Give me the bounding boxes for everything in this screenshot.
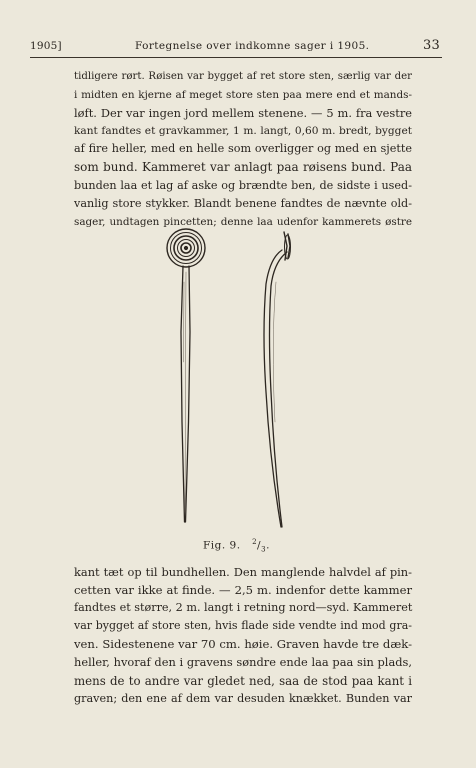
pin-side-view	[264, 232, 291, 527]
figure-caption: Fig. 9. $^2/_3$.	[203, 538, 270, 554]
text-line: ven. Sidestenene var 70 cm. høie. Graven havde tre dæk-	[74, 637, 412, 652]
running-title: Fortegnelse over indkomne sager i 1905.	[135, 40, 370, 52]
text-line: heller, hvoraf den i gravens søndre ende laa paa sin plads,	[74, 655, 412, 670]
pin-shaft-front	[181, 266, 190, 522]
text-line: vanlig store stykker. Blandt benene fandtes de nævnte old-	[74, 196, 412, 210]
text-line: kant fandtes et gravkammer, 1 m. langt, 0,60 m. bredt, bygget	[74, 125, 412, 138]
header-year: 1905]	[30, 40, 62, 52]
pin-figure	[150, 222, 320, 542]
text-line: bunden laa et lag af aske og brændte ben, de sidste i used-	[74, 178, 412, 192]
scale-denominator: 3	[261, 545, 267, 554]
text-line: løft. Der var ingen jord mellem stenene. — 5 m. fra vestre	[74, 106, 412, 121]
text-line: som bund. Kammeret var anlagt paa røisens bund. Paa	[74, 160, 412, 175]
paragraph-1	[74, 68, 412, 231]
text-line: tidligere rørt. Røisen var bygget af ret store sten, særlig var der	[74, 71, 412, 82]
page-number: 33	[423, 38, 440, 53]
spiral-head-icon	[167, 229, 205, 267]
text-line: fandtes et større, 2 m. langt i retning nord—syd. Kammeret	[74, 601, 413, 615]
text-line: i midten en kjerne af meget store sten paa mere end et mands-	[74, 89, 412, 102]
text-line: sager, undtagen pincetten; denne laa udenfor kammerets østre	[74, 215, 412, 228]
text-line: kant tæt op til bundhellen. Den manglende halvdel af pin-	[74, 565, 412, 579]
figure-label: Fig. 9.	[203, 539, 241, 552]
text-line: mens de to andre var gledet ned, saa de stod paa kant i	[74, 673, 412, 688]
running-header	[30, 40, 440, 56]
text-line: af fire heller, med en helle som overligger og med en sjette	[74, 142, 412, 156]
text-line: graven; den ene af dem var desuden knækket. Bunden var	[74, 691, 412, 705]
text-line: var bygget af store sten, hvis flade side vendte ind mod gra-	[74, 619, 412, 633]
paragraph-2	[74, 563, 412, 708]
scale-numerator: 2	[252, 538, 258, 546]
header-rule	[30, 57, 442, 58]
text-line: cetten var ikke at finde. — 2,5 m. indenfor dette kammer	[74, 583, 412, 598]
bronze-pin-illustration	[150, 222, 320, 542]
